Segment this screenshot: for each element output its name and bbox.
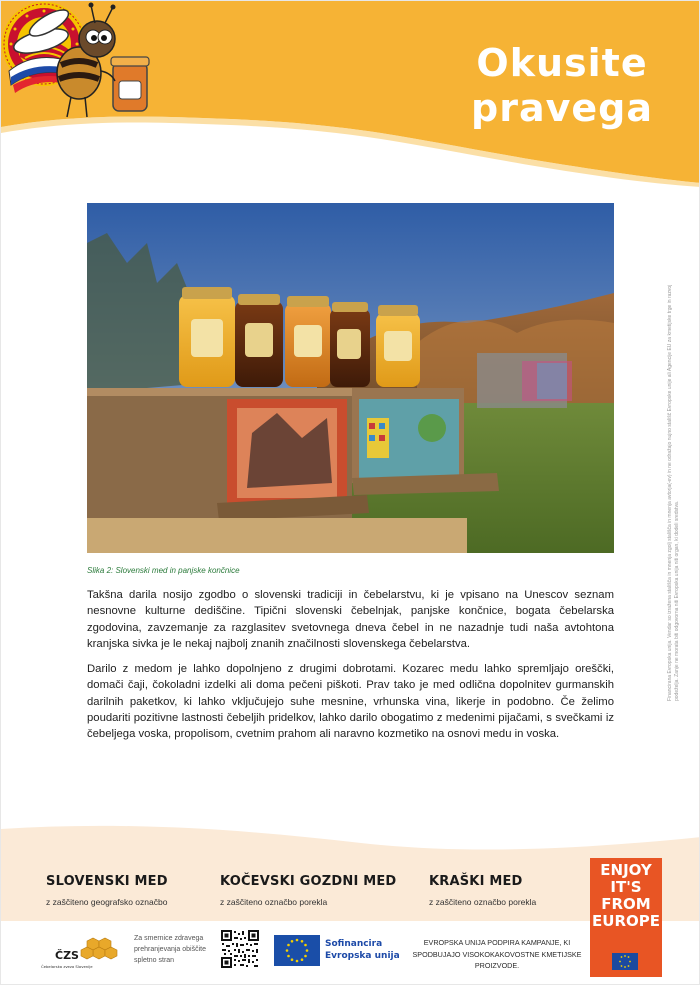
product-sub: z zaščiteno geografsko označbo	[46, 897, 168, 907]
header-banner	[1, 1, 700, 201]
eu-campaign-text: EVROPSKA UNIJA PODPIRA KAMPANJE, KI SPODBUJAJO VISOKOKAKOVOSTNE KMETIJSKE PROIZVODE.	[412, 938, 582, 970]
product-sub: z zaščiteno označbo porekla	[220, 897, 328, 907]
product-name: KRAŠKI MED	[429, 874, 523, 889]
czs-sub: Čebelarska zveza Slovenije	[41, 964, 93, 969]
product-kraski-med	[429, 874, 536, 907]
czs-label: ČZS	[55, 949, 79, 962]
header-title	[471, 41, 653, 131]
cofunded-line: Sofinancira	[325, 939, 383, 949]
eu-disclaimer-text: Financirana Evropska unija. Vendar so izražena stališča in mnenja zgolj stališča in mnenja avtorja(-ev) in ne odražajo nujno stališč Evropske unije ali Agencije EU za kmetijske trge in razvoj podeželja. Zanje ne morata biti odgovorna niti Evropska unija niti organ, ki dodeli sredstva.	[667, 284, 680, 701]
title-line-1: Okusite	[476, 41, 648, 85]
article-body	[87, 587, 614, 752]
title-line-2: pravega	[471, 85, 653, 130]
bee-mascot-icon	[1, 1, 161, 126]
paragraph: Takšna darila nosijo zgodbo o slovenski tradiciji in čebelarstvu, ki je vpisano na Unescov seznam nesnovne kulturne dediščine. Tipični slovenski čebelnjak, panjske končnice, bogata čebelarska zgodovina, zavzemanje za razglasitev svetovnega dneva čebel in ne nazadnje tudi naša avtohtona kranjska sivka je le nekaj najbolj znanih značilnosti slovenskega čebelarstva.	[87, 589, 614, 650]
enjoy-line: IT'S FROM	[601, 878, 651, 913]
czs-logo-icon	[41, 937, 121, 971]
eu-disclaimer	[667, 261, 691, 701]
enjoy-line: EUROPE	[592, 912, 660, 930]
honey-jars-photo	[87, 203, 614, 553]
product-sub: z zaščiteno označbo porekla	[429, 897, 537, 907]
enjoy-line: ENJOY	[600, 861, 652, 879]
paragraph: Darilo z medom je lahko dopolnjeno z drugimi dobrotami. Kozarec medu lahko spremljajo oreščki, domači čaji, čokoladni izdelki ali doma pečeni piškoti. Prav tako je med odlična dopolnitev gurmanskih darilnih paketkov, ki lahko vključujejo suhe mesnine, vrhunska vina, likerje in podobno. Če želimo poudariti pozitivne lastnosti čebeljih pridelkov, lahko darilo obogatimo z medenimi pijačami, s svečkami iz čebeljega voska, propolisom, cvetnim prahom ali naravno kozmetiko na osnovi medu in voska.	[87, 663, 614, 741]
footer-logos	[1, 921, 700, 981]
product-slovenski-med	[46, 874, 168, 907]
nutrition-guidelines-text: Za smernice zdravega prehranjevanja obiščite spletno stran	[134, 935, 206, 964]
product-name: SLOVENSKI MED	[46, 874, 168, 889]
qr-code-icon[interactable]	[220, 929, 260, 969]
photo-caption: Slika 2: Slovenski med in panjske končnice	[87, 566, 240, 575]
cofunded-line: Evropska unija	[325, 951, 400, 961]
product-name: KOČEVSKI GOZDNI MED	[220, 874, 397, 889]
enjoy-text	[590, 862, 662, 930]
product-kocevski-gozdni-med	[220, 874, 396, 907]
cofunded-label	[325, 938, 400, 962]
eu-flag-icon	[274, 935, 320, 966]
